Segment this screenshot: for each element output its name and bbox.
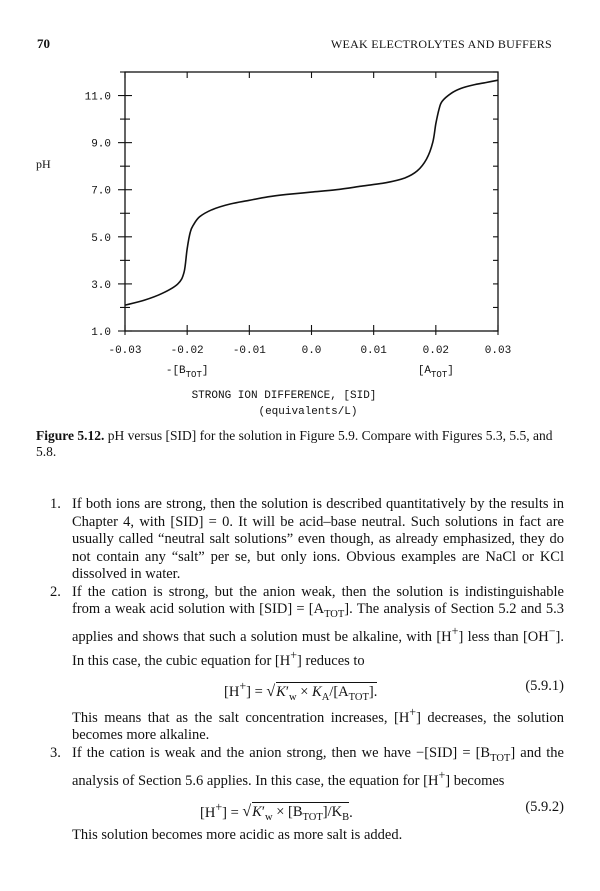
superscript: − — [548, 624, 556, 639]
x-tick-label: 0.01 — [360, 345, 387, 357]
y-tick-label: 9.0 — [91, 138, 111, 151]
chart-ticks — [118, 72, 498, 335]
ph-curve — [125, 80, 498, 305]
item-text: ] less than [OH — [458, 629, 549, 646]
item-text: ]. The analysis of Section 5.2 and 5.3 applies and shows that such a solution must be alkaline, with [H — [72, 601, 564, 646]
item-text: If the cation is weak and the anion strong, then we have −[SID] = [B — [72, 744, 491, 761]
x-axis-units: (equivalents/L) — [258, 406, 358, 418]
page-number: 70 — [37, 36, 50, 51]
y-tick-label: 1.0 — [91, 327, 111, 339]
equation-number: (5.9.1) — [525, 678, 564, 695]
equation-5-9-2 — [72, 795, 564, 824]
case-list — [36, 496, 564, 844]
list-item — [36, 584, 564, 745]
equation-body: $[H^+] = √K'_w \times K_A/[A_{TOT}]$. — [224, 679, 378, 703]
item-text: If both ions are strong, then the solution is described quantitatively by the results in Chapter 4, with [SID] = 0. It will be acid–base neutral. Such solutions in fact are usually called “neutral salt solutions” even though, as already emphasized, they do not contain any “salt” per se, but only ions. Obvious examples are NaCl or KCl dissolved in water. — [72, 496, 564, 582]
figure-caption-text: pH versus [SID] for the solution in Figure 5.9. Compare with Figures 5.3, 5.5, and 5.8. — [36, 428, 553, 459]
equation-body: $[H^+] = √K'_w \times [B_{TOT}]/K_B$. — [200, 799, 353, 824]
item-text: This means that as the salt concentration increases, [H+] decreases, the solution becomes more alkaline. — [72, 705, 564, 744]
item-text: ] becomes — [445, 773, 505, 790]
item-text: ] and the analysis of Section 5.6 applies. In this case, the equation for [H — [72, 744, 564, 790]
annotation-label: $[A_{TOT}]$ — [417, 365, 454, 380]
figure-label: Figure 5.12. — [36, 428, 105, 443]
y-tick-label: 3.0 — [91, 279, 111, 292]
x-tick-label: -0.02 — [170, 345, 204, 357]
ph-vs-sid-chart — [0, 0, 600, 430]
item-number: 2. — [50, 583, 61, 600]
y-tick-label: 11.0 — [84, 91, 111, 104]
item-number: 1. — [50, 496, 61, 512]
equation-number: (5.9.2) — [525, 798, 564, 815]
chart-svg — [0, 0, 600, 430]
y-tick-label: 7.0 — [91, 185, 111, 198]
square-root-icon: √ — [242, 803, 252, 821]
plot-frame — [125, 72, 498, 331]
x-tick-label: 0.03 — [484, 345, 512, 357]
closing-sentence: This solution becomes more acidic as more salt is added. — [72, 826, 403, 843]
y-tick-labels — [85, 92, 111, 339]
item-text: ] reduces to — [297, 652, 365, 669]
square-root-icon: √ — [266, 682, 276, 700]
y-axis-label: pH — [36, 157, 51, 171]
x-tick-labels — [108, 345, 511, 357]
chart-frame — [125, 72, 498, 331]
subscript: TOT — [324, 608, 345, 620]
annotation-label: $-[B_{TOT}]$ — [165, 365, 209, 380]
item-text: If the cation is strong, but the anion weak, then the solution is indistinguishable from a weak acid solution with [SID] = [A — [72, 583, 564, 617]
superscript: + — [451, 624, 459, 639]
x-tick-label: -0.03 — [108, 345, 142, 357]
running-head: WEAK ELECTROLYTES AND BUFFERS — [330, 37, 552, 51]
superscript: + — [438, 768, 446, 783]
superscript: + — [290, 647, 298, 662]
x-tick-label: 0.02 — [422, 345, 450, 357]
x-tick-label: -0.01 — [232, 345, 266, 357]
equation-5-9-1 — [72, 674, 564, 703]
x-axis-label: STRONG ION DIFFERENCE, [SID] — [191, 390, 377, 402]
x-tick-label: 0.0 — [301, 345, 322, 357]
list-item — [36, 496, 564, 584]
y-tick-label: 5.0 — [91, 232, 111, 245]
figure-caption — [36, 428, 564, 460]
item-number: 3. — [50, 744, 61, 761]
item-text: ]. In this case, the cubic equation for [H — [72, 629, 564, 669]
subscript: TOT — [490, 752, 511, 764]
list-item — [36, 744, 564, 824]
chart-annotations — [166, 365, 454, 380]
